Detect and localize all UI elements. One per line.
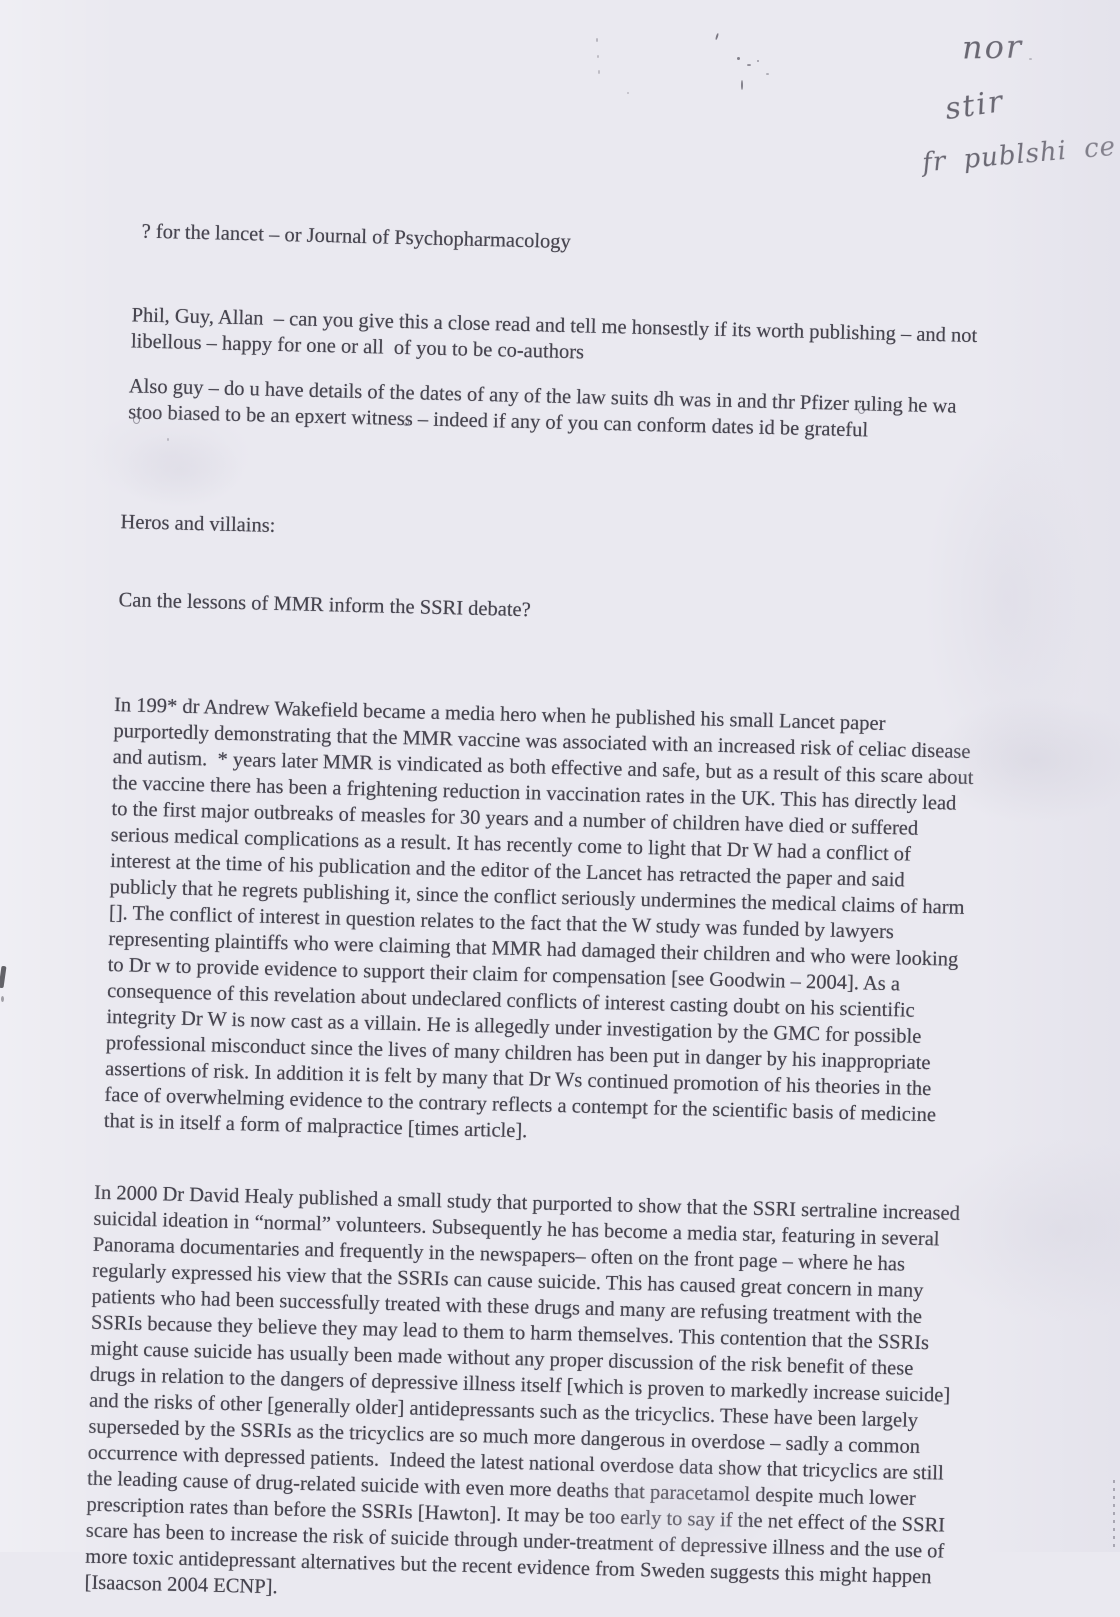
note-to-guy: Also guy – do u have details of the dates of any of the law suits dh was in and thr Pfizer ruling he wa stoo biased to be an epxert witness – indeed if any of you can conform dates id be grateful [127, 375, 962, 442]
article-title [117, 457, 984, 686]
ink-speck [167, 438, 169, 441]
ink-speck [627, 92, 629, 94]
ink-speck [715, 33, 719, 40]
scan-edge-mark [0, 966, 7, 988]
handwriting-annotation-2: stir [942, 84, 1007, 127]
document-heading: ? for the lancet – or Journal of Psychopharmacology [141, 220, 572, 254]
handwriting-annotation-1: nor [961, 27, 1024, 67]
handwriting-annotation-3: fr publshi ce [921, 131, 1118, 179]
ink-speck [757, 60, 759, 62]
ink-speck [741, 80, 743, 90]
paragraph-ssri-healy: In 2000 Dr David Healy published a small study that purported to show that the SSRI sertraline increased suicidal ideation in “normal” volunteers. Subsequently he has become a media star, featuring in several Panorama documentaries and frequently in the newspapers– often on the front page – where he has regularly expressed his view that the SSRIs can cause suicide. This has caused great concern in many patients who had been successfully treated with these drugs and many are refusing treatment with the SSRIs because they believe they may lead to them to harm themselves. This contention that the SSRIs might cause suicide has usually been made without any proper discussion of the risk benefit of these drugs in relation to the dangers of depressive illness itself [which is proven to markedly increase suicide] and the risks of other [generally older] antidepressants such as the tricyclics. These have been largely superseded by the SSRIs as the tricyclics are so much more dangerous in overdose – sadly a common occurrence with depressed patients. Indeed the latest national overdose data show that tricyclics are still the leading cause of drug-related suicide with even more deaths that paracetamol despite much lower prescription rates than before the SSRIs [Hawton]. It may be too early to say if the net effect of the SSRI scare has been to increase the risk of suicide through under-treatment of depressive illness and the use of more toxic antidepressant alternatives but the recent evidence from Sweden suggests this might happen [Isaacson 2004 ECNP]. [84, 1181, 966, 1599]
article-title-line1: Heros and villains: [120, 511, 276, 537]
ink-speck [747, 64, 751, 66]
scan-edge-dot [1, 996, 4, 1002]
scan-edge-dashed-line [1113, 1480, 1115, 1552]
note-to-coauthors: Phil, Guy, Allan – can you give this a close read and tell me honsestly if its worth publishing – and not libellous – happy for one or all of you to be co-authors [130, 304, 983, 364]
document-text-block [84, 218, 989, 1617]
ink-speck [598, 70, 600, 74]
ink-ring-mark [858, 406, 865, 414]
article-title-line2: Can the lessons of MMR inform the SSRI debate? [118, 589, 532, 622]
ink-speck [737, 57, 740, 60]
ink-speck [1029, 58, 1032, 60]
ink-ring-mark [133, 416, 140, 424]
ink-speck [597, 55, 599, 58]
paragraph-mmr-wakefield: In 199* dr Andrew Wakefield became a media hero when he published his small Lancet paper purportedly demonstrating that the MMR vaccine was associated with an increased risk of celiac disease and autism. * years later MMR is vindicated as both effective and safe, but as a result of this scare about the vaccine there has been a frightening reduction in vaccination rates in the UK. This has directly lead to the first major outbreaks of measles for 30 years and a number of children have died or suffered serious medical complications as a result. It has recently come to light that Dr W had a conflict of interest at the time of his publication and the editor of the Lancet has retracted the paper and said publicly that he regrets publishing it, since the conflict seriously undermines the medical claims of harm []. The conflict of interest in question relates to the fact that the W study was funded by lawyers representing plaintiffs who were claiming that MMR had damaged their children and who were looking to Dr w to provide evidence to support their claim for compensation [see Goodwin – 2004]. As a consequence of this revelation about undeclared conflicts of interest casting doubt on his scientific integrity Dr W is now cast as a villain. He is allegedly under investigation by the GMC for possible professional misconduct since the lives of many children has been put in danger by his inappropriate assertions of risk. In addition it is felt by many that Dr Ws continued promotion of his theories in the face of overwhelming evidence to the contrary reflects a contempt for the scientific basis of medicine that is in itself a form of malpractice [times article]. [103, 694, 979, 1143]
ink-speck [766, 73, 769, 75]
ink-ring-mark [403, 419, 409, 426]
ink-speck [596, 38, 598, 42]
